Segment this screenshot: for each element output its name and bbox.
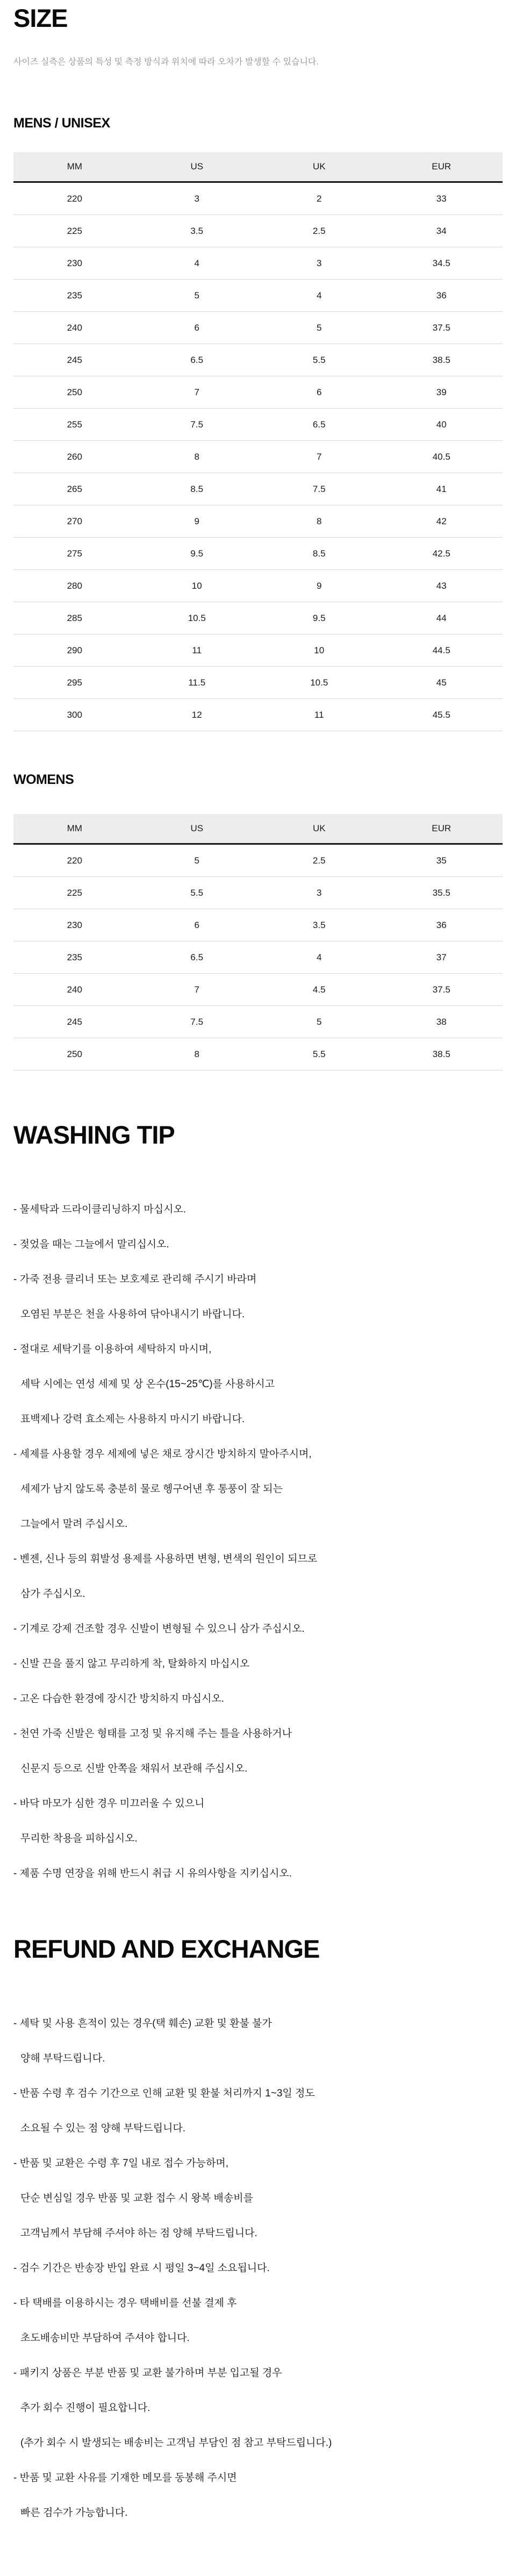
- table-row: [13, 1038, 503, 1071]
- note-line: 무리한 착용을 피하십시오.: [20, 1833, 138, 1844]
- table-cell: 36: [381, 909, 503, 941]
- table-cell: 7.5: [136, 1006, 259, 1038]
- table-cell: 250: [13, 376, 136, 409]
- table-cell: 290: [13, 634, 136, 667]
- table-cell: 43: [381, 570, 503, 602]
- column-header-us: US: [136, 152, 259, 182]
- table-cell: 265: [13, 473, 136, 505]
- refund-exchange-list: [13, 2006, 503, 2530]
- womens-table-header: [13, 814, 503, 844]
- table-row: [13, 312, 503, 344]
- note-line: 초도배송비만 부담하여 주셔야 합니다.: [20, 2332, 190, 2344]
- note-line: - 세제를 사용할 경우 세제에 넣은 채로 장시간 방치하지 말아주시며,: [13, 1448, 312, 1460]
- table-row: [13, 409, 503, 441]
- table-cell: 9: [258, 570, 381, 602]
- table-cell: 300: [13, 699, 136, 731]
- table-row: [13, 877, 503, 909]
- mens-unisex-table-title: MENS / UNISEX: [13, 116, 110, 131]
- table-cell: 5.5: [136, 877, 259, 909]
- size-section-title: SIZE: [13, 4, 68, 32]
- table-cell: 235: [13, 941, 136, 974]
- washing-tip-title: WASHING TIP: [13, 1121, 175, 1149]
- table-cell: 12: [136, 699, 259, 731]
- table-cell: 285: [13, 602, 136, 634]
- table-cell: 42: [381, 505, 503, 538]
- table-cell: 7: [258, 441, 381, 473]
- table-row: [13, 247, 503, 280]
- table-row: [13, 570, 503, 602]
- table-row: [13, 909, 503, 941]
- note-line: - 제품 수명 연장을 위해 반드시 취급 시 유의사항을 지키십시오.: [13, 1868, 292, 1879]
- table-cell: 2.5: [258, 215, 381, 247]
- note-line: 양해 부탁드립니다.: [20, 2053, 105, 2064]
- table-cell: 240: [13, 312, 136, 344]
- table-cell: 38.5: [381, 1038, 503, 1071]
- note-line: - 천연 가죽 신발은 형태를 고정 및 유지해 주는 틀을 사용하거나: [13, 1728, 292, 1739]
- note-line: - 가죽 전용 클리너 또는 보호제로 관리해 주시기 바라며: [13, 1274, 257, 1285]
- table-cell: 9: [136, 505, 259, 538]
- table-row: [13, 538, 503, 570]
- note-line: 세탁 시에는 연성 세제 및 상 온수(15~25℃)를 사용하시고: [20, 1379, 275, 1390]
- table-cell: 3: [258, 877, 381, 909]
- table-cell: 6.5: [136, 941, 259, 974]
- table-cell: 2.5: [258, 844, 381, 877]
- table-cell: 5: [258, 312, 381, 344]
- table-cell: 38.5: [381, 344, 503, 376]
- table-cell: 36: [381, 280, 503, 312]
- womens-size-table: [13, 814, 503, 1071]
- table-cell: 270: [13, 505, 136, 538]
- table-cell: 220: [13, 844, 136, 877]
- note-line: 고객님께서 부담해 주셔야 하는 점 양해 부탁드립니다.: [20, 2228, 257, 2239]
- table-cell: 6: [136, 312, 259, 344]
- table-cell: 33: [381, 182, 503, 215]
- column-header-us: US: [136, 814, 259, 844]
- table-cell: 6.5: [258, 409, 381, 441]
- washing-tip-section: [13, 1121, 503, 1891]
- table-cell: 230: [13, 247, 136, 280]
- table-cell: 8: [136, 441, 259, 473]
- table-cell: 5: [136, 280, 259, 312]
- table-cell: 280: [13, 570, 136, 602]
- table-cell: 3: [136, 182, 259, 215]
- table-cell: 3.5: [136, 215, 259, 247]
- table-cell: 11.5: [136, 667, 259, 699]
- table-cell: 8: [136, 1038, 259, 1071]
- table-cell: 7.5: [136, 409, 259, 441]
- table-cell: 44: [381, 602, 503, 634]
- table-cell: 7: [136, 376, 259, 409]
- table-cell: 10.5: [258, 667, 381, 699]
- note-line: - 물세탁과 드라이클리닝하지 마십시오.: [13, 1204, 187, 1215]
- table-cell: 235: [13, 280, 136, 312]
- table-cell: 40: [381, 409, 503, 441]
- womens-table-body: [13, 844, 503, 1071]
- table-cell: 39: [381, 376, 503, 409]
- table-cell: 250: [13, 1038, 136, 1071]
- table-cell: 240: [13, 974, 136, 1006]
- note-line: 표백제나 강력 효소제는 사용하지 마시기 바랍니다.: [20, 1414, 245, 1425]
- table-row: [13, 974, 503, 1006]
- table-cell: 230: [13, 909, 136, 941]
- table-cell: 4: [136, 247, 259, 280]
- note-line: - 반품 수령 후 검수 기간으로 인해 교환 및 환불 처리까지 1~3일 정도: [13, 2088, 315, 2099]
- table-cell: 44.5: [381, 634, 503, 667]
- note-line: - 패키지 상품은 부분 반품 및 교환 불가하며 부분 입고될 경우: [13, 2367, 282, 2379]
- table-cell: 275: [13, 538, 136, 570]
- note-line: - 젖었을 때는 그늘에서 말리십시오.: [13, 1239, 169, 1250]
- note-line: 소요될 수 있는 점 양해 부탁드립니다.: [20, 2123, 185, 2134]
- table-row: [13, 941, 503, 974]
- size-section-subtitle: 사이즈 실측은 상품의 특성 및 측정 방식과 위치에 따라 오차가 발생할 수 있습니다.: [13, 58, 319, 67]
- table-header-row: [13, 814, 503, 844]
- table-cell: 2: [258, 182, 381, 215]
- table-row: [13, 473, 503, 505]
- column-header-eur: EUR: [381, 814, 503, 844]
- table-cell: 37: [381, 941, 503, 974]
- table-row: [13, 182, 503, 215]
- note-line: - 세탁 및 사용 흔적이 있는 경우(택 훼손) 교환 및 환불 불가: [13, 2018, 272, 2029]
- table-row: [13, 699, 503, 731]
- column-header-uk: UK: [258, 814, 381, 844]
- table-row: [13, 1006, 503, 1038]
- mens-table-body: [13, 182, 503, 731]
- table-cell: 225: [13, 215, 136, 247]
- table-row: [13, 667, 503, 699]
- table-cell: 35: [381, 844, 503, 877]
- table-cell: 220: [13, 182, 136, 215]
- note-line: - 바닥 마모가 심한 경우 미끄러울 수 있으니: [13, 1798, 205, 1809]
- table-cell: 4: [258, 280, 381, 312]
- table-cell: 40.5: [381, 441, 503, 473]
- table-row: [13, 344, 503, 376]
- womens-table-title: WOMENS: [13, 772, 74, 787]
- table-cell: 34: [381, 215, 503, 247]
- table-cell: 35.5: [381, 877, 503, 909]
- table-cell: 42.5: [381, 538, 503, 570]
- column-header-uk: UK: [258, 152, 381, 182]
- table-cell: 45.5: [381, 699, 503, 731]
- table-cell: 8.5: [258, 538, 381, 570]
- table-cell: 3.5: [258, 909, 381, 941]
- note-line: - 고온 다습한 환경에 장시간 방치하지 마십시오.: [13, 1693, 225, 1704]
- note-line: 빠른 검수가 가능합니다.: [20, 2507, 128, 2518]
- table-cell: 7.5: [258, 473, 381, 505]
- note-line: 삼가 주십시오.: [20, 1588, 85, 1600]
- table-cell: 260: [13, 441, 136, 473]
- table-cell: 41: [381, 473, 503, 505]
- table-cell: 225: [13, 877, 136, 909]
- table-cell: 255: [13, 409, 136, 441]
- table-cell: 9.5: [258, 602, 381, 634]
- table-row: [13, 844, 503, 877]
- washing-tip-list: [13, 1192, 503, 1891]
- note-line: 추가 회수 진행이 필요합니다.: [20, 2402, 150, 2414]
- table-cell: 38: [381, 1006, 503, 1038]
- table-cell: 4: [258, 941, 381, 974]
- table-cell: 10: [258, 634, 381, 667]
- column-header-mm: MM: [13, 152, 136, 182]
- table-cell: 45: [381, 667, 503, 699]
- table-cell: 10: [136, 570, 259, 602]
- size-section: [13, 4, 503, 1071]
- refund-exchange-title: REFUND AND EXCHANGE: [13, 1935, 320, 1963]
- table-row: [13, 634, 503, 667]
- column-header-mm: MM: [13, 814, 136, 844]
- column-header-eur: EUR: [381, 152, 503, 182]
- mens-unisex-size-table: [13, 152, 503, 731]
- note-line: 단순 변심일 경우 반품 및 교환 접수 시 왕복 배송비를: [20, 2193, 253, 2204]
- note-line: - 반품 및 교환 사유를 기재한 메모를 동봉해 주시면: [13, 2472, 237, 2484]
- table-cell: 9.5: [136, 538, 259, 570]
- table-header-row: [13, 152, 503, 182]
- table-row: [13, 441, 503, 473]
- note-line: - 검수 기간은 반송장 반입 완료 시 평일 3~4일 소요됩니다.: [13, 2263, 270, 2274]
- table-cell: 5: [136, 844, 259, 877]
- note-line: - 벤젠, 신나 등의 휘발성 용제를 사용하면 변형, 변색의 원인이 되므로: [13, 1553, 318, 1565]
- table-row: [13, 505, 503, 538]
- table-row: [13, 376, 503, 409]
- note-line: - 반품 및 교환은 수령 후 7일 내로 접수 가능하며,: [13, 2158, 229, 2169]
- table-cell: 245: [13, 344, 136, 376]
- table-cell: 10.5: [136, 602, 259, 634]
- table-cell: 8.5: [136, 473, 259, 505]
- table-cell: 11: [258, 699, 381, 731]
- table-cell: 5.5: [258, 344, 381, 376]
- note-line: - 기계로 강제 건조할 경우 신발이 변형될 수 있으니 삼가 주십시오.: [13, 1623, 305, 1635]
- table-cell: 4.5: [258, 974, 381, 1006]
- note-line: 그늘에서 말려 주십시오.: [20, 1518, 128, 1530]
- table-cell: 37.5: [381, 312, 503, 344]
- note-line: 세제가 남지 않도록 충분히 물로 헹구어낸 후 통풍이 잘 되는: [20, 1483, 283, 1495]
- note-line: - 절대로 세탁기를 이용하여 세탁하지 마시며,: [13, 1344, 212, 1355]
- table-cell: 6.5: [136, 344, 259, 376]
- table-cell: 5.5: [258, 1038, 381, 1071]
- note-line: - 타 택배를 이용하시는 경우 택배비를 선불 결제 후: [13, 2297, 237, 2309]
- table-cell: 295: [13, 667, 136, 699]
- table-row: [13, 280, 503, 312]
- table-cell: 37.5: [381, 974, 503, 1006]
- note-line: (추가 회수 시 발생되는 배송비는 고객님 부담인 점 참고 부탁드립니다.): [20, 2437, 332, 2449]
- table-row: [13, 602, 503, 634]
- refund-exchange-section: [13, 1935, 503, 2530]
- table-cell: 6: [136, 909, 259, 941]
- mens-table-header: [13, 152, 503, 182]
- table-cell: 245: [13, 1006, 136, 1038]
- note-line: - 신발 끈을 풀지 않고 무리하게 착, 탈화하지 마십시오: [13, 1658, 250, 1669]
- table-cell: 8: [258, 505, 381, 538]
- table-cell: 5: [258, 1006, 381, 1038]
- note-line: 신문지 등으로 신발 안쪽을 채워서 보관해 주십시오.: [20, 1763, 248, 1774]
- table-cell: 3: [258, 247, 381, 280]
- table-cell: 34.5: [381, 247, 503, 280]
- table-cell: 11: [136, 634, 259, 667]
- table-cell: 7: [136, 974, 259, 1006]
- table-row: [13, 215, 503, 247]
- note-line: 오염된 부분은 천을 사용하여 닦아내시기 바랍니다.: [20, 1309, 245, 1320]
- table-cell: 6: [258, 376, 381, 409]
